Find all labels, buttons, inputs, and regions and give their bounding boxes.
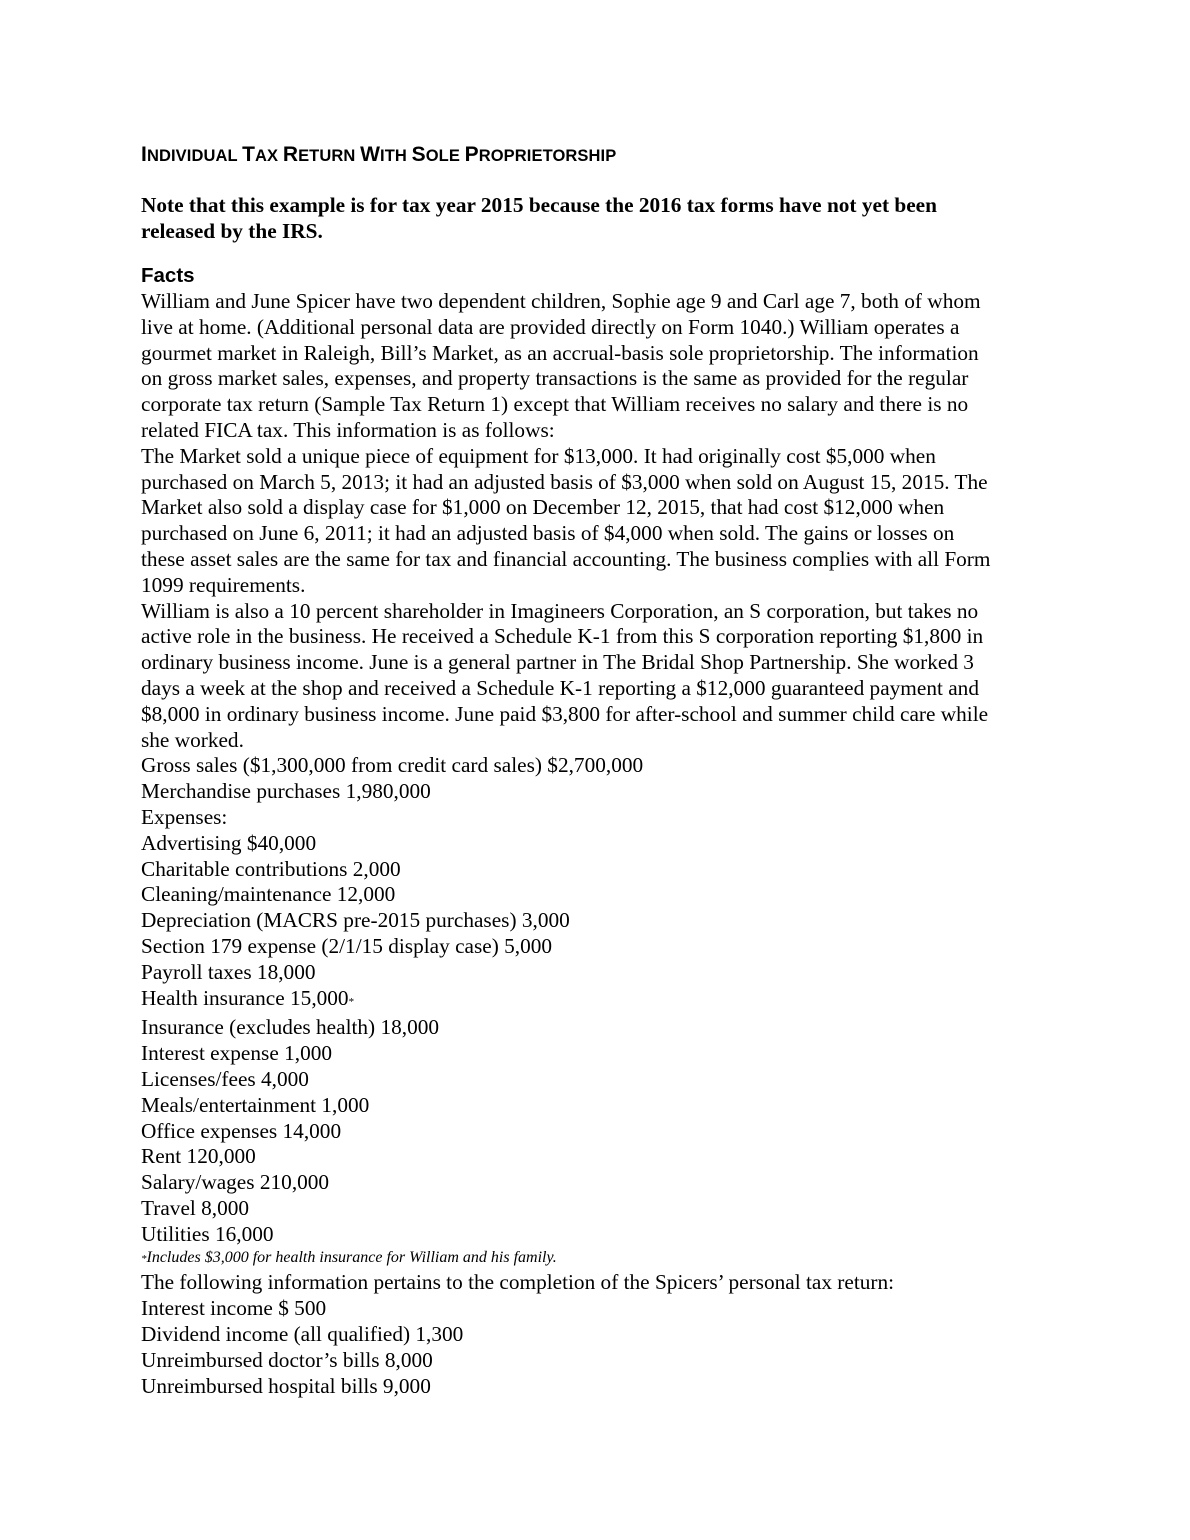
- business-line: Utilities 16,000: [141, 1221, 274, 1246]
- business-line: Payroll taxes 18,000: [141, 959, 316, 984]
- business-line: Salary/wages 210,000: [141, 1170, 330, 1195]
- business-line: Meals/entertainment 1,000: [141, 1092, 370, 1117]
- footnote-marker: *: [141, 1253, 147, 1266]
- business-line: Licenses/fees 4,000: [141, 1066, 309, 1091]
- business-line: Rent 120,000: [141, 1144, 256, 1169]
- personal-intro: The following information pertains to the completion of the Spicers’ personal tax return:: [141, 1270, 895, 1295]
- business-line: Section 179 expense (2/1/15 display case) 5,000: [141, 933, 553, 958]
- business-line: Interest expense 1,000: [141, 1041, 333, 1066]
- document-page: [141, 140, 1001, 1399]
- footnote-text: Includes $3,000 for health insurance for William and his family.: [146, 1249, 557, 1267]
- health-insurance-text: Health insurance 15,000: [141, 985, 349, 1010]
- footnote-marker: *: [348, 995, 355, 1008]
- facts-paragraph-1: William and June Spicer have two dependent children, Sophie age 9 and Carl age 7, both of whom live at home. (Additional personal data are provided directly on Form 1040.) William operates a gourmet market in Raleigh, Bill’s Market, as an accrual-basis sole proprietorship. The information on gross market sales, expenses, and property transactions is the same as provided for the regular corporate tax return (Sample Tax Return 1) except that William receives no salary and there is no related FICA tax. This information is as follows:: [141, 289, 981, 442]
- facts-paragraph-2: The Market sold a unique piece of equipment for $13,000. It had originally cost $5,000 when purchased on March 5, 2013; it had an adjusted basis of $3,000 when sold on August 15, 2015. The Market also sold a display case for $1,000 on December 12, 2015, that had cost $12,000 when purchased on June 6, 2011; it had an adjusted basis of $4,000 when sold. The gains or losses on these asset sales are the same for tax and financial accounting. The business complies with all Form 1099 requirements.: [141, 443, 991, 597]
- business-line: Merchandise purchases 1,980,000: [141, 779, 431, 804]
- business-line: Gross sales ($1,300,000 from credit card sales) $2,700,000: [141, 753, 644, 778]
- business-line: Insurance (excludes health) 18,000: [141, 1015, 440, 1040]
- footnote: [141, 1247, 1001, 1270]
- business-line: Travel 8,000: [141, 1195, 250, 1220]
- personal-line: Interest income $ 500: [141, 1296, 327, 1321]
- facts-paragraph-3: William is also a 10 percent shareholder in Imagineers Corporation, an S corporation, but takes no active role in the business. He received a Schedule K-1 from this S corporation reporting $1,800 in ordinary business income. June is a general partner in The Bridal Shop Partnership. She worked 3 days a week at the shop and received a Schedule K-1 reporting a $12,000 guaranteed payment and $8,000 in ordinary business income. June paid $3,800 for after-school and summer child care while she worked.: [141, 598, 989, 752]
- facts-heading: Facts: [141, 264, 195, 287]
- business-line: Charitable contributions 2,000: [141, 856, 401, 881]
- personal-line: Dividend income (all qualified) 1,300: [141, 1322, 464, 1347]
- tax-year-note: Note that this example is for tax year 2015 because the 2016 tax forms have not yet been released by the IRS.: [141, 193, 937, 243]
- business-line: Expenses:: [141, 804, 228, 829]
- business-line: Office expenses 14,000: [141, 1118, 342, 1143]
- personal-line: Unreimbursed hospital bills 9,000: [141, 1373, 431, 1398]
- document-title: INDIVIDUAL TAX RETURN WITH SOLE PROPRIETORSHIP: [141, 143, 617, 166]
- personal-line: Unreimbursed doctor’s bills 8,000: [141, 1347, 433, 1372]
- business-line: Cleaning/maintenance 12,000: [141, 882, 396, 907]
- business-line: Depreciation (MACRS pre-2015 purchases) 3,000: [141, 908, 570, 933]
- business-line: Advertising $40,000: [141, 830, 317, 855]
- health-insurance-line: [141, 986, 1001, 1016]
